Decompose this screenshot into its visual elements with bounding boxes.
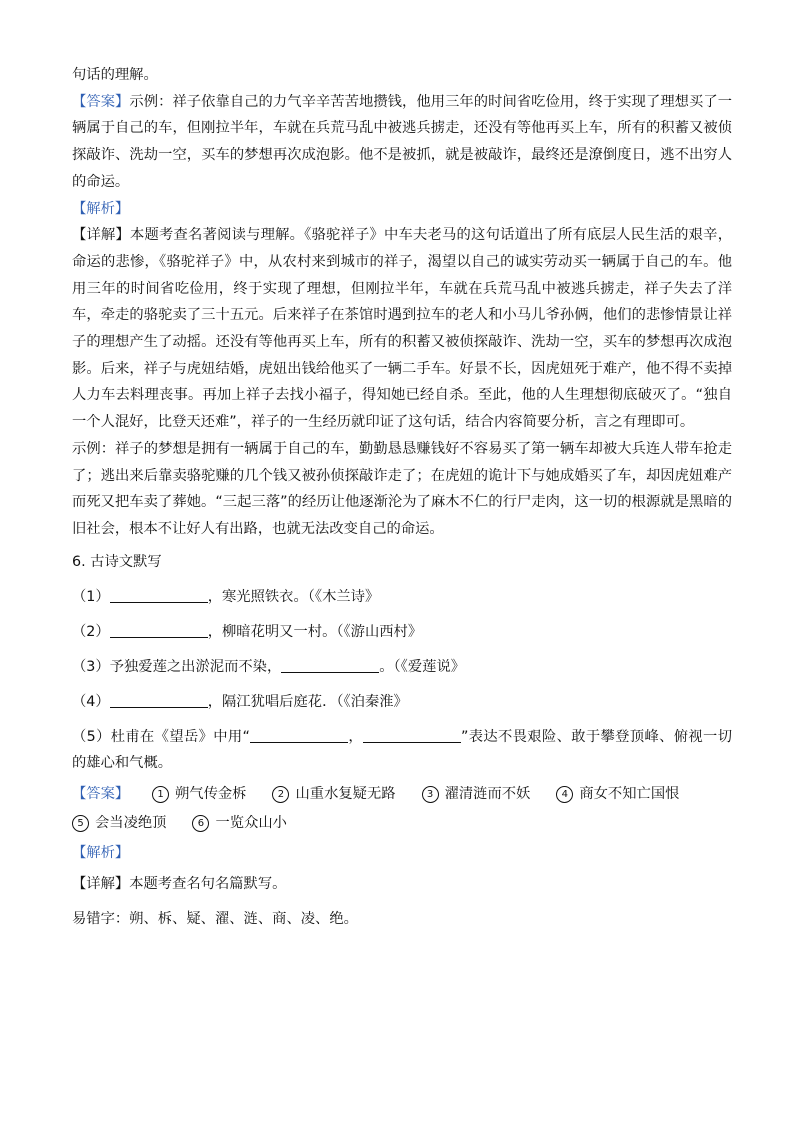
question-6-item-4: （4） ，隔江犹唱后庭花．（《泊秦淮》 [72, 693, 408, 710]
answer-blank[interactable] [110, 693, 208, 708]
answer-text: 示例：祥子依靠自己的力气辛辛苦苦地攒钱，他用三年的时间省吃俭用，终于实现了理想买了一辆属于自己的车，但刚拉半年，车就在兵荒马乱中被逃兵掳走，还没有等他再买上车，所有的积蓄又被侦探敲诈、洗劫一空，买车的梦想再次成泡影。他不是被抓，就是被敲诈，最终还是潦倒度日，逃不出穷人的命运。 [72, 93, 733, 190]
question-6-item-1: （1） ，寒光照铁衣。（《木兰诗》 [72, 588, 380, 605]
document-page [72, 62, 732, 937]
answer-tag: 【答案】 [72, 786, 130, 803]
detail-paragraph [72, 222, 732, 436]
question-6-answers [72, 780, 732, 838]
question-6-title: 6. 古诗文默写 [72, 553, 162, 570]
answer-blank[interactable] [110, 588, 208, 603]
answer-blank[interactable] [281, 658, 379, 673]
answer-item: 3 濯清涟而不妖 [422, 780, 531, 809]
answer-item: 6 一览众山小 [192, 809, 286, 838]
circled-number-icon: 6 [192, 815, 209, 832]
answer-item: 4 商女不知亡国恨 [556, 780, 679, 809]
circled-number-icon: 5 [72, 815, 89, 832]
answer-blank[interactable] [110, 623, 208, 638]
detail-text: 本题考查名著阅读与理解。《骆驼祥子》中车夫老马的这句话道出了所有底层人民生活的艰辛，命运的悲惨，《骆驼祥子》中，从农村来到城市的祥子，渴望以自己的诚实劳动买一辆属于自己的车。他用三年的时间省吃俭用，终于实现了理想，但刚拉半年，车就在兵荒马乱中被逃兵掳走，祥子失去了洋车，牵走的骆驼卖了三十五元。后来祥子在茶馆时遇到拉车的老人和小马儿爷孙俩，他们的悲惨情景让祥子的理想产生了动摇。还没有等他再买上车，所有的积蓄又被侦探敲诈、洗劫一空，买车的梦想再次成泡影。后来，祥子与虎妞结婚，虎妞出钱给他买了一辆二手车。好景不长，因虎妞死于难产，他不得不卖掉人力车去料理丧事。再加上祥子去找小福子，得知她已经自杀。至此，他的人生理想彻底破灭了。“独自一个人混好，比登天还难”，祥子的一生经历就印证了这句话，结合内容简要分析，言之有理即可。 [72, 227, 732, 431]
answer-paragraph [72, 89, 732, 196]
detail-text: 本题考查名句名篇默写。 [129, 875, 287, 892]
paragraph-intro: 句话的理解。 [72, 67, 158, 83]
detail-tag: 【详解】 [72, 227, 131, 244]
answer-blank[interactable] [363, 728, 461, 743]
analysis-tag: 【解析】 [72, 845, 130, 862]
answer-tag: 【答案】 [72, 93, 130, 110]
answer-item: 1 朔气传金柝 [152, 780, 246, 809]
circled-number-icon: 3 [422, 786, 439, 803]
example-paragraph: 示例：祥子的梦想是拥有一辆属于自己的车，勤勤恳恳赚钱好不容易买了第一辆车却被大兵连人带车抢走了；逃出来后靠卖骆驼赚的几个钱又被孙侦探敲诈走了；在虎妞的诡计下与她成婚买了车，却因虎妞难产而死又把车卖了葬她。“三起三落”的经历让他逐渐沦为了麻木不仁的行尸走肉，这一切的根源就是黑暗的旧社会，根本不让好人有出路，也就无法改变自己的命运。 [72, 440, 732, 537]
question-6-item-3: （3）予独爱莲之出淤泥而不染， 。（《爱莲说》 [72, 658, 466, 675]
typo-note: 易错字：朔、柝、疑、濯、涟、商、凌、绝。 [72, 910, 358, 927]
answer-blank[interactable] [250, 728, 348, 743]
circled-number-icon: 2 [272, 786, 289, 803]
question-6-item-2: （2） ，柳暗花明又一村。（《游山西村》 [72, 623, 423, 640]
answer-item: 2 山重水复疑无路 [272, 780, 395, 809]
analysis-tag: 【解析】 [72, 200, 130, 217]
circled-number-icon: 1 [152, 786, 169, 803]
circled-number-icon: 4 [556, 786, 573, 803]
question-6-item-5: （5）杜甫在《望岳》中用“ ， ”表达不畏艰险、敢于攀登顶峰、俯视一切的雄心和气概。 [72, 728, 733, 772]
answer-item: 5 会当凌绝顶 [72, 809, 166, 838]
detail-tag: 【详解】 [72, 875, 130, 892]
detail-paragraph [72, 867, 732, 902]
